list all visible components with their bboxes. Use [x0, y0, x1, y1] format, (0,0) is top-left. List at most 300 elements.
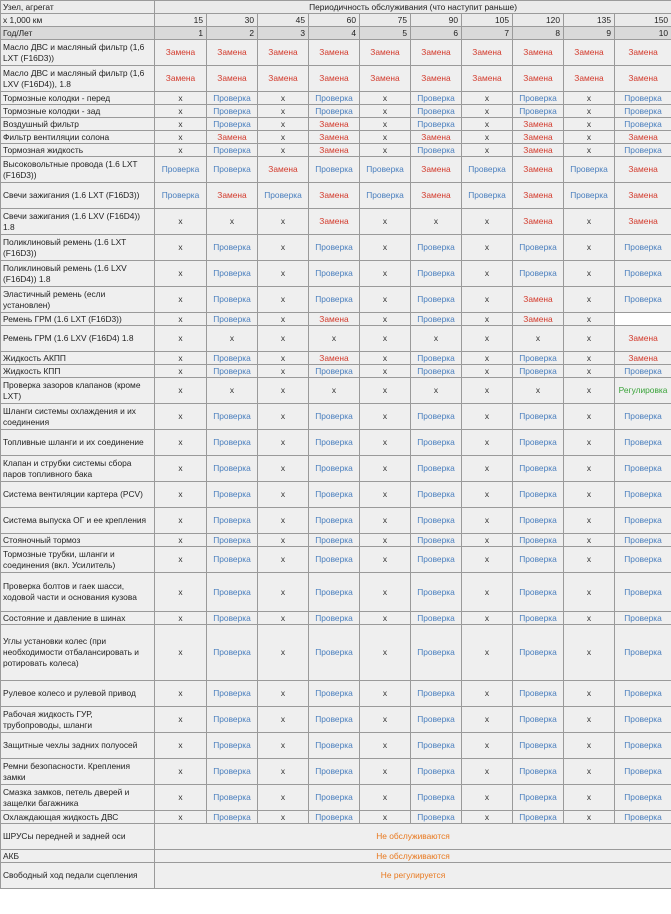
schedule-cell: x — [564, 131, 615, 144]
schedule-cell: x — [360, 534, 411, 547]
schedule-cell: x — [258, 404, 309, 430]
schedule-cell: x — [564, 287, 615, 313]
schedule-cell: x — [258, 326, 309, 352]
schedule-cell: Замена — [615, 66, 671, 92]
schedule-cell: x — [258, 261, 309, 287]
schedule-cell: Проверка — [615, 365, 671, 378]
schedule-cell: Проверка — [207, 547, 258, 573]
schedule-cell: x — [360, 625, 411, 681]
schedule-cell: x — [462, 625, 513, 681]
schedule-cell: Проверка — [513, 733, 564, 759]
schedule-cell: Проверка — [309, 785, 360, 811]
schedule-cell: x — [258, 118, 309, 131]
table-row — [1, 352, 671, 365]
schedule-cell: Проверка — [411, 92, 462, 105]
schedule-cell: x — [207, 378, 258, 404]
schedule-cell: x — [155, 534, 207, 547]
schedule-cell: x — [462, 681, 513, 707]
row-label: Тормозные трубки, шланги и соединения (вкл. Усилитель) — [1, 547, 155, 573]
schedule-cell: x — [155, 759, 207, 785]
schedule-cell: Проверка — [207, 430, 258, 456]
schedule-cell: Замена — [360, 40, 411, 66]
schedule-cell: x — [564, 144, 615, 157]
schedule-cell: Проверка — [411, 456, 462, 482]
schedule-cell: x — [462, 612, 513, 625]
schedule-cell: Замена — [513, 157, 564, 183]
schedule-cell: x — [155, 144, 207, 157]
schedule-cell: x — [360, 430, 411, 456]
table-row — [1, 547, 671, 573]
row-label: АКБ — [1, 850, 155, 863]
schedule-cell: Проверка — [411, 733, 462, 759]
schedule-cell: x — [360, 573, 411, 612]
header-row-years — [1, 27, 671, 40]
schedule-cell: x — [258, 612, 309, 625]
schedule-cell: Замена — [513, 183, 564, 209]
schedule-cell: x — [258, 144, 309, 157]
schedule-cell: Проверка — [615, 625, 671, 681]
row-label: Воздушный фильтр — [1, 118, 155, 131]
table-row — [1, 681, 671, 707]
schedule-cell: Замена — [564, 66, 615, 92]
schedule-cell: x — [564, 404, 615, 430]
schedule-cell: Проверка — [309, 456, 360, 482]
table-row — [1, 482, 671, 508]
schedule-cell: Проверка — [207, 508, 258, 534]
schedule-cell: Замена — [513, 66, 564, 92]
schedule-cell: x — [207, 209, 258, 235]
schedule-cell: Проверка — [411, 261, 462, 287]
schedule-cell: Проверка — [615, 733, 671, 759]
schedule-cell: Замена — [207, 66, 258, 92]
schedule-cell: x — [360, 352, 411, 365]
schedule-cell: x — [360, 144, 411, 157]
table-row — [1, 144, 671, 157]
row-label: Проверка зазоров клапанов (кроме LXT) — [1, 378, 155, 404]
schedule-cell: x — [258, 759, 309, 785]
schedule-cell: x — [360, 482, 411, 508]
schedule-cell: Проверка — [513, 352, 564, 365]
schedule-cell: Проверка — [207, 118, 258, 131]
schedule-cell: Замена — [309, 144, 360, 157]
year-interval-cell: 10 — [615, 27, 671, 40]
schedule-cell: Проверка — [207, 261, 258, 287]
schedule-cell: x — [564, 365, 615, 378]
schedule-cell: Замена — [155, 66, 207, 92]
schedule-cell: x — [564, 785, 615, 811]
schedule-cell: x — [462, 105, 513, 118]
schedule-cell: x — [155, 430, 207, 456]
schedule-cell: x — [155, 811, 207, 824]
schedule-cell: Проверка — [513, 612, 564, 625]
schedule-cell: x — [462, 287, 513, 313]
schedule-cell: x — [258, 131, 309, 144]
schedule-cell: x — [155, 261, 207, 287]
schedule-cell: Проверка — [615, 707, 671, 733]
schedule-cell: Замена — [309, 66, 360, 92]
schedule-cell: x — [155, 378, 207, 404]
header-row-km — [1, 14, 671, 27]
km-label: х 1,000 км — [1, 14, 155, 27]
table-row — [1, 707, 671, 733]
schedule-cell: Проверка — [411, 508, 462, 534]
schedule-cell: x — [564, 378, 615, 404]
schedule-cell: Проверка — [513, 573, 564, 612]
schedule-cell: x — [309, 326, 360, 352]
schedule-cell: x — [155, 365, 207, 378]
schedule-cell: Проверка — [309, 105, 360, 118]
schedule-cell: x — [411, 209, 462, 235]
schedule-cell: Проверка — [207, 785, 258, 811]
schedule-cell: x — [564, 105, 615, 118]
schedule-cell: Проверка — [309, 235, 360, 261]
schedule-cell: Проверка — [615, 235, 671, 261]
schedule-cell: x — [462, 573, 513, 612]
row-label: Охлаждающая жидкость ДВС — [1, 811, 155, 824]
schedule-cell: Проверка — [207, 287, 258, 313]
km-interval-cell: 30 — [207, 14, 258, 27]
schedule-cell: x — [462, 144, 513, 157]
schedule-cell: x — [155, 287, 207, 313]
table-row — [1, 40, 671, 66]
schedule-cell: Проверка — [411, 534, 462, 547]
schedule-cell: Проверка — [513, 811, 564, 824]
schedule-cell: x — [462, 326, 513, 352]
schedule-cell: x — [360, 456, 411, 482]
table-row — [1, 92, 671, 105]
schedule-cell: Проверка — [411, 612, 462, 625]
schedule-cell: Регулировка — [615, 378, 671, 404]
schedule-cell: x — [155, 235, 207, 261]
km-interval-cell: 150 — [615, 14, 671, 27]
schedule-cell: Проверка — [513, 508, 564, 534]
table-row — [1, 105, 671, 118]
table-row — [1, 66, 671, 92]
schedule-cell: Проверка — [309, 707, 360, 733]
schedule-cell: x — [564, 92, 615, 105]
schedule-cell: x — [155, 785, 207, 811]
schedule-cell: x — [360, 508, 411, 534]
schedule-cell: Проверка — [615, 681, 671, 707]
schedule-cell: Проверка — [309, 157, 360, 183]
schedule-cell: Проверка — [615, 261, 671, 287]
schedule-cell: Замена — [309, 209, 360, 235]
schedule-cell: Проверка — [615, 287, 671, 313]
schedule-cell: x — [462, 118, 513, 131]
schedule-cell: x — [258, 105, 309, 118]
table-row — [1, 157, 671, 183]
table-row — [1, 863, 671, 889]
not-serviced-cell: Не обслуживаются — [155, 824, 671, 850]
schedule-cell: x — [360, 785, 411, 811]
schedule-cell: x — [462, 92, 513, 105]
schedule-cell: Проверка — [411, 365, 462, 378]
schedule-cell: Проверка — [411, 625, 462, 681]
schedule-cell: Проверка — [309, 733, 360, 759]
schedule-cell: x — [462, 131, 513, 144]
row-label: Масло ДВС и масляный фильтр (1,6 LXV (F16D4)), 1.8 — [1, 66, 155, 92]
row-label: Система вентиляции картера (PCV) — [1, 482, 155, 508]
schedule-cell: Проверка — [411, 430, 462, 456]
year-interval-cell: 5 — [360, 27, 411, 40]
schedule-cell: x — [462, 404, 513, 430]
schedule-cell: x — [360, 326, 411, 352]
schedule-cell: Проверка — [360, 157, 411, 183]
schedule-cell: Проверка — [207, 707, 258, 733]
schedule-cell: x — [564, 534, 615, 547]
schedule-cell: x — [258, 365, 309, 378]
schedule-cell: Проверка — [615, 573, 671, 612]
row-label: Жидкость АКПП — [1, 352, 155, 365]
schedule-cell: Проверка — [411, 785, 462, 811]
schedule-cell: x — [462, 547, 513, 573]
schedule-cell: x — [564, 313, 615, 326]
schedule-cell: x — [360, 131, 411, 144]
schedule-cell: x — [258, 378, 309, 404]
schedule-cell: Проверка — [360, 183, 411, 209]
schedule-cell: Проверка — [309, 482, 360, 508]
schedule-cell: Проверка — [411, 573, 462, 612]
schedule-cell: x — [360, 261, 411, 287]
period-header: Периодичность обслуживания (что наступит раньше) — [155, 1, 671, 14]
schedule-cell: Замена — [309, 131, 360, 144]
km-interval-cell: 75 — [360, 14, 411, 27]
schedule-cell: Замена — [207, 183, 258, 209]
table-row — [1, 378, 671, 404]
table-row — [1, 118, 671, 131]
schedule-cell: Проверка — [411, 759, 462, 785]
schedule-cell: x — [258, 534, 309, 547]
schedule-cell: x — [564, 352, 615, 365]
table-row — [1, 573, 671, 612]
schedule-cell: x — [258, 287, 309, 313]
schedule-cell: x — [258, 625, 309, 681]
schedule-cell: Проверка — [207, 811, 258, 824]
schedule-cell: Проверка — [615, 547, 671, 573]
schedule-cell: x — [360, 92, 411, 105]
schedule-cell: Замена — [207, 40, 258, 66]
table-row — [1, 287, 671, 313]
schedule-cell: x — [564, 759, 615, 785]
schedule-cell: Проверка — [207, 534, 258, 547]
schedule-cell: Замена — [513, 118, 564, 131]
schedule-cell: x — [258, 430, 309, 456]
schedule-cell: Замена — [513, 313, 564, 326]
schedule-cell: x — [360, 404, 411, 430]
schedule-cell: x — [564, 482, 615, 508]
schedule-cell: x — [258, 785, 309, 811]
schedule-cell: Проверка — [615, 785, 671, 811]
schedule-cell: x — [360, 365, 411, 378]
schedule-cell: x — [155, 573, 207, 612]
schedule-cell: Проверка — [258, 183, 309, 209]
row-label: Свечи зажигания (1.6 LXT (F16D3)) — [1, 183, 155, 209]
schedule-cell: x — [411, 378, 462, 404]
schedule-cell: x — [155, 482, 207, 508]
schedule-cell: Замена — [258, 66, 309, 92]
schedule-cell: Проверка — [309, 534, 360, 547]
schedule-cell: x — [155, 131, 207, 144]
table-row — [1, 365, 671, 378]
schedule-cell: Проверка — [615, 118, 671, 131]
schedule-cell: Замена — [462, 40, 513, 66]
table-row — [1, 456, 671, 482]
schedule-cell: x — [564, 733, 615, 759]
km-interval-cell: 90 — [411, 14, 462, 27]
row-label: Эластичный ремень (если установлен) — [1, 287, 155, 313]
row-label: Высоковольтные провода (1.6 LXT (F16D3)) — [1, 157, 155, 183]
row-label: Рулевое колесо и рулевой привод — [1, 681, 155, 707]
schedule-cell: Проверка — [207, 573, 258, 612]
schedule-cell: Замена — [513, 287, 564, 313]
schedule-cell: x — [513, 378, 564, 404]
schedule-cell: Проверка — [309, 287, 360, 313]
schedule-cell: x — [513, 326, 564, 352]
schedule-cell: Проверка — [207, 456, 258, 482]
schedule-cell: Замена — [411, 66, 462, 92]
schedule-cell: x — [155, 118, 207, 131]
schedule-cell: Проверка — [207, 365, 258, 378]
table-row — [1, 209, 671, 235]
schedule-cell: x — [462, 456, 513, 482]
schedule-cell: Замена — [155, 40, 207, 66]
schedule-cell: Замена — [411, 40, 462, 66]
schedule-cell: Проверка — [207, 105, 258, 118]
schedule-cell: Проверка — [411, 547, 462, 573]
schedule-cell: x — [360, 707, 411, 733]
schedule-cell: Проверка — [513, 534, 564, 547]
schedule-cell: Проверка — [513, 456, 564, 482]
schedule-cell: Проверка — [207, 144, 258, 157]
row-label: Поликлиновый ремень (1.6 LXT (F16D3)) — [1, 235, 155, 261]
schedule-cell: x — [462, 707, 513, 733]
schedule-cell: Замена — [564, 40, 615, 66]
schedule-cell: Проверка — [513, 404, 564, 430]
schedule-cell: x — [360, 759, 411, 785]
schedule-cell: Проверка — [309, 261, 360, 287]
schedule-cell: x — [155, 456, 207, 482]
schedule-cell: Проверка — [411, 118, 462, 131]
header-row-titles — [1, 1, 671, 14]
schedule-cell: Замена — [309, 183, 360, 209]
not-serviced-cell: Не обслуживаются — [155, 850, 671, 863]
schedule-cell: Проверка — [309, 759, 360, 785]
table-row — [1, 326, 671, 352]
schedule-cell: Замена — [309, 352, 360, 365]
schedule-cell: x — [564, 326, 615, 352]
year-interval-cell: 4 — [309, 27, 360, 40]
schedule-cell: Проверка — [207, 612, 258, 625]
schedule-cell: x — [258, 456, 309, 482]
schedule-cell: x — [258, 352, 309, 365]
table-row — [1, 811, 671, 824]
schedule-cell: Проверка — [564, 157, 615, 183]
schedule-cell: Замена — [309, 118, 360, 131]
year-interval-cell: 6 — [411, 27, 462, 40]
schedule-cell: Проверка — [207, 235, 258, 261]
km-interval-cell: 15 — [155, 14, 207, 27]
year-interval-cell: 9 — [564, 27, 615, 40]
schedule-cell: x — [258, 235, 309, 261]
schedule-cell: x — [564, 612, 615, 625]
schedule-cell — [615, 313, 671, 326]
schedule-cell: x — [155, 707, 207, 733]
schedule-cell: Проверка — [309, 811, 360, 824]
row-label: Поликлиновый ремень (1.6 LXV (F16D4)) 1.8 — [1, 261, 155, 287]
schedule-cell: Проверка — [309, 681, 360, 707]
schedule-cell: x — [360, 313, 411, 326]
schedule-cell: Замена — [258, 40, 309, 66]
schedule-cell: Проверка — [207, 352, 258, 365]
row-label: Топливные шланги и их соединение — [1, 430, 155, 456]
schedule-cell: Проверка — [309, 404, 360, 430]
schedule-cell: x — [462, 365, 513, 378]
row-label: Система выпуска ОГ и ее крепления — [1, 508, 155, 534]
schedule-cell: x — [564, 430, 615, 456]
table-row — [1, 313, 671, 326]
schedule-cell: x — [462, 261, 513, 287]
row-label: Ремни безопасности. Крепления замки — [1, 759, 155, 785]
schedule-cell: x — [309, 378, 360, 404]
schedule-cell: Замена — [309, 40, 360, 66]
table-row — [1, 404, 671, 430]
schedule-cell: Проверка — [309, 508, 360, 534]
schedule-cell: Проверка — [462, 157, 513, 183]
schedule-cell: Проверка — [207, 625, 258, 681]
schedule-cell: x — [155, 313, 207, 326]
schedule-cell: Проверка — [615, 105, 671, 118]
schedule-cell: x — [258, 547, 309, 573]
schedule-cell: x — [564, 235, 615, 261]
schedule-cell: Проверка — [309, 612, 360, 625]
schedule-cell: x — [360, 612, 411, 625]
schedule-cell: x — [360, 118, 411, 131]
schedule-cell: x — [462, 482, 513, 508]
schedule-cell: Проверка — [513, 105, 564, 118]
schedule-cell: x — [155, 209, 207, 235]
row-label: Ремень ГРМ (1.6 LXV (F16D4) 1.8 — [1, 326, 155, 352]
unit-column-header: Узел, агрегат — [1, 1, 155, 14]
schedule-cell: x — [360, 811, 411, 824]
schedule-cell: x — [564, 261, 615, 287]
schedule-cell: x — [155, 92, 207, 105]
schedule-cell: x — [462, 378, 513, 404]
schedule-cell: Замена — [615, 40, 671, 66]
table-row — [1, 430, 671, 456]
table-row — [1, 612, 671, 625]
km-interval-cell: 60 — [309, 14, 360, 27]
schedule-cell: x — [462, 430, 513, 456]
schedule-cell: Проверка — [207, 157, 258, 183]
table-row — [1, 534, 671, 547]
row-label: Клапан и струбки системы сбора паров топливного бака — [1, 456, 155, 482]
schedule-cell: Проверка — [411, 313, 462, 326]
row-label: Смазка замков, петель дверей и защелки багажника — [1, 785, 155, 811]
schedule-cell: Замена — [615, 183, 671, 209]
schedule-cell: x — [155, 404, 207, 430]
schedule-cell: Замена — [411, 157, 462, 183]
schedule-cell: x — [564, 625, 615, 681]
year-interval-cell: 8 — [513, 27, 564, 40]
schedule-cell: Проверка — [513, 681, 564, 707]
schedule-cell: Проверка — [615, 92, 671, 105]
schedule-cell: Проверка — [615, 508, 671, 534]
schedule-cell: x — [258, 733, 309, 759]
table-row — [1, 131, 671, 144]
schedule-cell: x — [258, 508, 309, 534]
schedule-cell: Замена — [513, 209, 564, 235]
schedule-cell: Проверка — [615, 534, 671, 547]
